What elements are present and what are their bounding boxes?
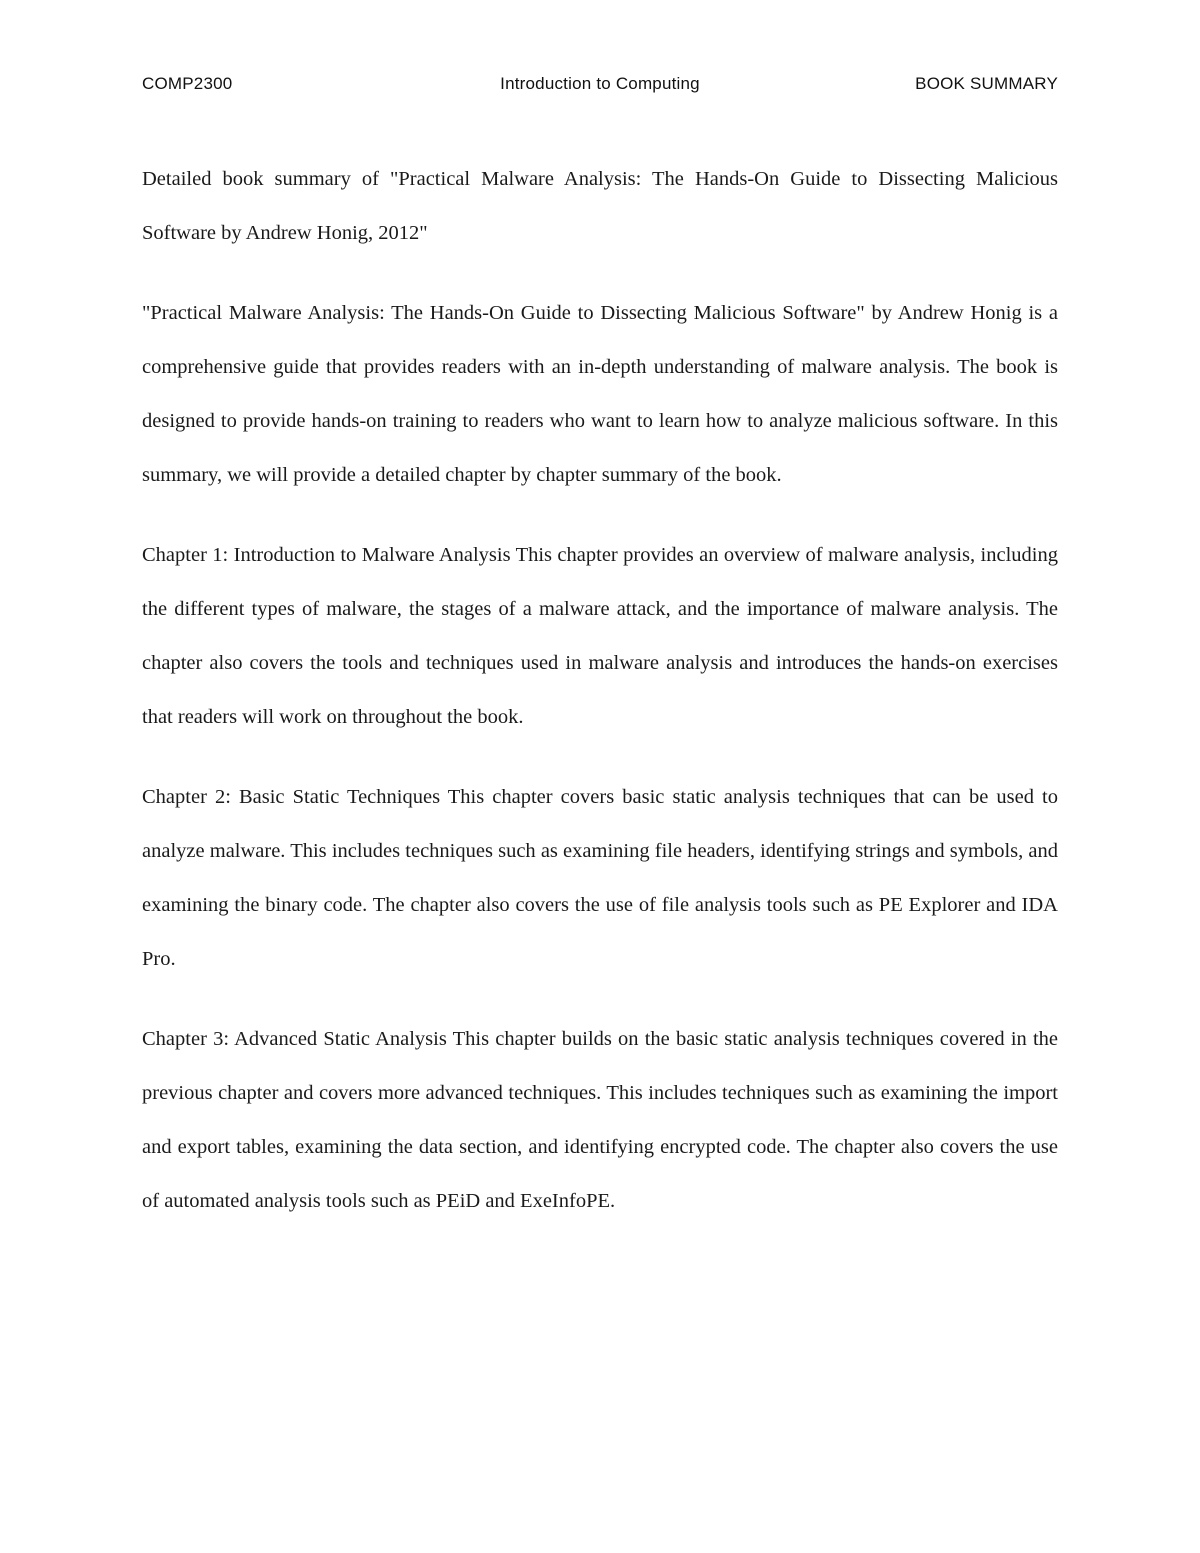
page-header	[142, 74, 1058, 98]
header-doc-type: BOOK SUMMARY	[915, 74, 1058, 93]
chapter-1-paragraph: Chapter 1: Introduction to Malware Analysis This chapter provides an overview of malware analysis, including the different types of malware, the stages of a malware attack, and the importance of malware analysis. The chapter also covers the tools and techniques used in malware analysis and introduces the hands-on exercises that readers will work on throughout the book.	[142, 544, 1058, 728]
header-course-title: Introduction to Computing	[500, 74, 700, 93]
title-paragraph: Detailed book summary of "Practical Malware Analysis: The Hands-On Guide to Dissecting Malicious Software by Andrew Honig, 2012"	[142, 168, 1058, 244]
chapter-3-paragraph: Chapter 3: Advanced Static Analysis This chapter builds on the basic static analysis techniques covered in the previous chapter and covers more advanced techniques. This includes techniques such as examining the import and export tables, examining the data section, and identifying encrypted code. The chapter also covers the use of automated analysis tools such as PEiD and ExeInfoPE.	[142, 1028, 1058, 1212]
intro-paragraph: "Practical Malware Analysis: The Hands-On Guide to Dissecting Malicious Software" by Andrew Honig is a comprehensive guide that provides readers with an in-depth understanding of malware analysis. The book is designed to provide hands-on training to readers who want to learn how to analyze malicious software. In this summary, we will provide a detailed chapter by chapter summary of the book.	[142, 302, 1058, 486]
header-course-code: COMP2300	[142, 74, 233, 93]
chapter-2-paragraph: Chapter 2: Basic Static Techniques This chapter covers basic static analysis techniques that can be used to analyze malware. This includes techniques such as examining file headers, identifying strings and symbols, and examining the binary code. The chapter also covers the use of file analysis tools such as PE Explorer and IDA Pro.	[142, 786, 1058, 970]
document-body	[142, 152, 1058, 1254]
